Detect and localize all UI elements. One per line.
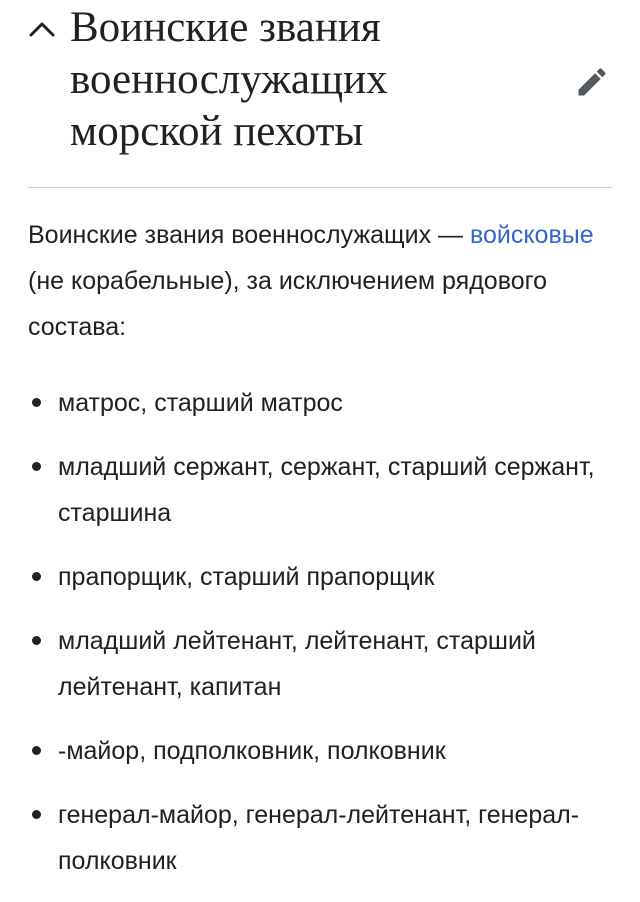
list-item xyxy=(28,380,618,426)
list-item xyxy=(28,792,618,884)
bullet-icon xyxy=(32,462,41,471)
link-voyskovye[interactable]: войсковые xyxy=(469,221,594,249)
bullet-icon xyxy=(32,572,41,581)
pencil-icon[interactable] xyxy=(574,64,610,100)
ranks-list xyxy=(28,380,618,902)
list-item xyxy=(28,728,618,774)
list-item-text: -майор, подполковник, полковник xyxy=(58,737,446,765)
list-item xyxy=(28,444,618,536)
intro-paragraph xyxy=(28,212,612,350)
section-divider xyxy=(28,187,612,188)
list-item-text: матрос, старший матрос xyxy=(58,389,343,417)
bullet-icon xyxy=(32,636,41,645)
bullet-icon xyxy=(32,810,41,819)
section-header[interactable] xyxy=(0,0,640,190)
bullet-icon xyxy=(32,746,41,755)
chevron-up-icon[interactable] xyxy=(28,18,56,40)
list-item-text: младший лейтенант, лейтенант, старший лейтенант, капитан xyxy=(58,627,536,701)
intro-text-before-link: Воинские звания военнослужащих — xyxy=(28,221,470,249)
list-item-text: младший сержант, сержант, старший сержант, старшина xyxy=(58,453,595,527)
list-item xyxy=(28,554,618,600)
section-title: Воинские звания военнослужащих морской пехоты xyxy=(70,4,388,155)
list-item-text: прапорщик, старший прапорщик xyxy=(58,563,435,591)
bullet-icon xyxy=(32,398,41,407)
list-item xyxy=(28,618,618,710)
intro-text-after-link: (не корабельные), за исключением рядового состава: xyxy=(28,267,548,341)
list-item-text: генерал-майор, генерал-лейтенант, генерал-полковник xyxy=(58,801,580,875)
